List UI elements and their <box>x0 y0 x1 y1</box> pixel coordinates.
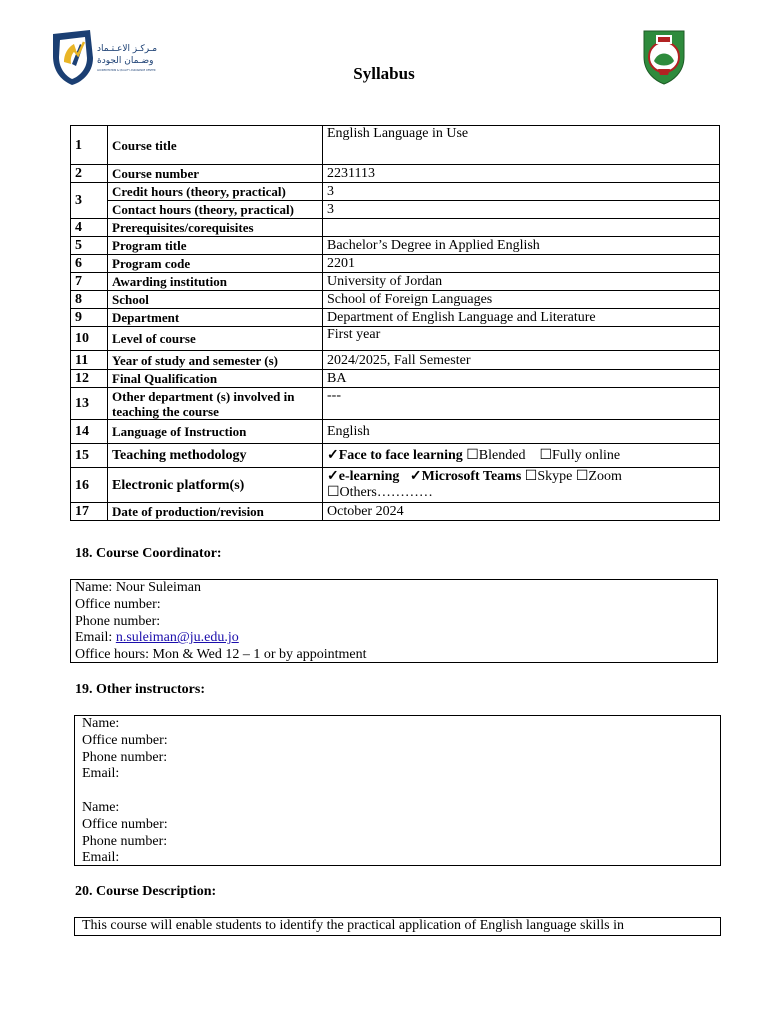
row-number: 12 <box>71 370 108 388</box>
coordinator-hours: Office hours: Mon & Wed 12 – 1 or by appointment <box>75 647 367 663</box>
instructor-name: Name: <box>82 716 120 731</box>
coordinator-email-label: Email: <box>75 630 116 646</box>
svg-text:ACCREDITATION & QUALITY ASSURA: ACCREDITATION & QUALITY ASSURANCE CENTER <box>97 69 156 72</box>
table-row <box>71 327 720 351</box>
course-info-table <box>70 125 720 521</box>
row-number: 11 <box>71 351 108 370</box>
course-description-box <box>74 917 721 936</box>
option-skype[interactable]: ☐Skype <box>524 469 573 484</box>
row-number: 2 <box>71 165 108 183</box>
option-fully-online[interactable]: ☐Fully online <box>539 448 621 463</box>
row-value: First year <box>323 327 720 351</box>
instructor-office: Office number: <box>82 732 168 748</box>
table-row <box>71 420 720 444</box>
coordinator-office: Office number: <box>75 596 161 612</box>
row-label: Final Qualification <box>108 370 323 388</box>
row-value: English Language in Use <box>323 126 720 165</box>
row-value: 2201 <box>323 255 720 273</box>
row-value: Department of English Language and Literature <box>323 309 720 327</box>
coordinator-name: Name: Nour Suleiman <box>75 580 201 595</box>
table-row <box>71 219 720 237</box>
row-label: Awarding institution <box>108 273 323 291</box>
row-label: Electronic platform(s) <box>108 468 323 503</box>
row-number: 9 <box>71 309 108 327</box>
row-number: 16 <box>71 468 108 503</box>
table-row <box>71 273 720 291</box>
row-number: 1 <box>71 126 108 165</box>
row-number: 14 <box>71 420 108 444</box>
row-value: Bachelor’s Degree in Applied English <box>323 237 720 255</box>
option-others[interactable]: ☐Others………… <box>327 485 433 500</box>
coordinator-email-link[interactable]: n.suleiman@ju.edu.jo <box>115 630 239 646</box>
row-label: Prerequisites/corequisites <box>108 219 323 237</box>
course-description-text: This course will enable students to identify the practical application of English language skills in <box>82 918 624 933</box>
table-row <box>71 126 720 165</box>
instructor-email: Email: <box>82 766 120 782</box>
table-row <box>71 291 720 309</box>
coordinator-box <box>70 579 718 663</box>
row-value: --- <box>323 388 720 420</box>
row-number: 5 <box>71 237 108 255</box>
row-number: 15 <box>71 444 108 468</box>
row-value: University of Jordan <box>323 273 720 291</box>
row-value: English <box>323 420 720 444</box>
row-label: Language of Instruction <box>108 420 323 444</box>
row-label: Date of production/revision <box>108 503 323 521</box>
svg-text:وضـمان الجودة: وضـمان الجودة <box>97 56 154 66</box>
row-label: Teaching methodology <box>108 444 323 468</box>
table-row <box>71 309 720 327</box>
row-label: Course number <box>108 165 323 183</box>
row-label: Department <box>108 309 323 327</box>
table-row <box>71 165 720 183</box>
row-label: Other department (s) involved in teaching the course <box>108 388 323 420</box>
row-number: 6 <box>71 255 108 273</box>
row-value: 2231113 <box>323 165 720 183</box>
row-number: 4 <box>71 219 108 237</box>
table-row <box>71 388 720 420</box>
option-elearning[interactable]: ✓e-learning <box>327 469 400 484</box>
row-label: Year of study and semester (s) <box>108 351 323 370</box>
row-value: 3 <box>323 183 720 201</box>
option-face-to-face[interactable]: ✓Face to face learning <box>327 448 463 463</box>
row-label: Program code <box>108 255 323 273</box>
row-number: 13 <box>71 388 108 420</box>
row-value: BA <box>323 370 720 388</box>
table-row <box>71 255 720 273</box>
instructor-email: Email: <box>82 850 120 866</box>
row-label: Program title <box>108 237 323 255</box>
row-label: School <box>108 291 323 309</box>
instructor-name: Name: <box>82 799 120 815</box>
option-microsoft-teams[interactable]: ✓Microsoft Teams <box>409 469 522 484</box>
row-number: 17 <box>71 503 108 521</box>
teaching-methodology-options <box>323 444 720 468</box>
table-row <box>71 468 720 503</box>
other-instructors-heading: 19. Other instructors: <box>75 682 205 697</box>
page-title: Syllabus <box>353 64 415 83</box>
table-row <box>71 351 720 370</box>
table-row <box>71 444 720 468</box>
row-label: Course title <box>108 126 323 165</box>
row-value: School of Foreign Languages <box>323 291 720 309</box>
table-row <box>71 201 720 219</box>
row-number: 10 <box>71 327 108 351</box>
other-instructors-box <box>74 715 721 866</box>
instructor-phone: Phone number: <box>82 749 168 765</box>
row-number: 8 <box>71 291 108 309</box>
instructor-office: Office number: <box>82 816 168 832</box>
row-value <box>323 219 720 237</box>
row-label: Level of course <box>108 327 323 351</box>
table-row <box>71 237 720 255</box>
row-number: 7 <box>71 273 108 291</box>
table-row <box>71 183 720 201</box>
row-value: October 2024 <box>323 503 720 521</box>
table-row <box>71 503 720 521</box>
svg-text:مـركـز الاعـتـماد: مـركـز الاعـتـماد <box>97 44 158 54</box>
row-label: Credit hours (theory, practical) <box>108 183 323 201</box>
course-description-heading: 20. Course Description: <box>75 884 217 899</box>
table-row <box>71 370 720 388</box>
coordinator-heading: 18. Course Coordinator: <box>75 546 222 561</box>
electronic-platform-options <box>323 468 720 503</box>
row-number: 3 <box>71 183 108 219</box>
row-value: 3 <box>323 201 720 219</box>
instructor-phone: Phone number: <box>82 833 168 849</box>
option-zoom[interactable]: ☐Zoom <box>575 469 622 484</box>
row-value: 2024/2025, Fall Semester <box>323 351 720 370</box>
option-blended[interactable]: ☐Blended <box>466 448 526 463</box>
row-label: Contact hours (theory, practical) <box>108 201 323 219</box>
coordinator-phone: Phone number: <box>75 613 161 629</box>
